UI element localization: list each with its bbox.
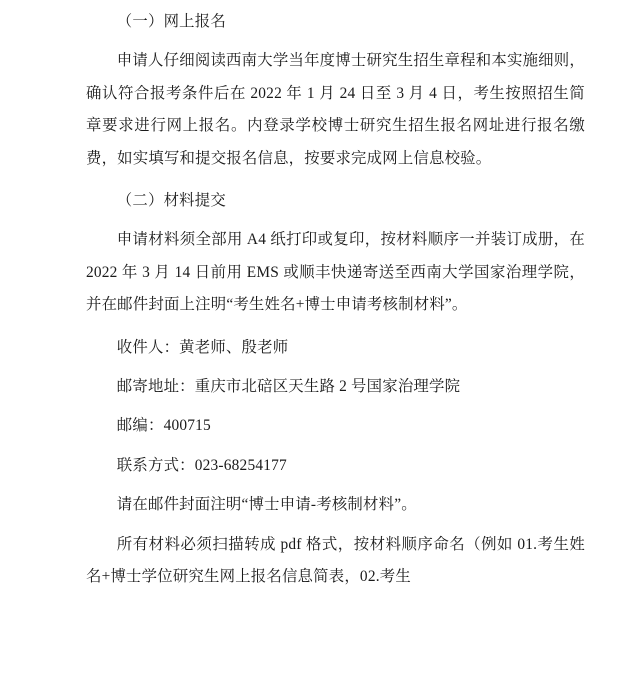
section-heading-material-submission: （二）材料提交 <box>116 192 226 210</box>
section-heading-online-registration: （一）网上报名 <box>116 13 226 30</box>
paragraph-scan-requirements: 所有材料必须扫描转成 pdf 格式，按材料顺序命名（例如 01.考生姓名+博士学位研究生网上报名信息简表，02.考生 <box>86 535 585 586</box>
spacer <box>86 175 585 185</box>
paragraph-postal-code: 邮编：400715 <box>116 417 211 435</box>
spacer <box>86 38 585 45</box>
spacer <box>86 322 585 332</box>
spacer <box>86 522 585 529</box>
paragraph-online-registration: 申请人仔细阅读西南大学当年度博士研究生招生章程和本实施细则，确认符合报考条件后在 2022 年 1 月 24 日至 3 月 4 日，考生按照招生简章要求进行网上报名。内登录学校博士研究生招生报名网址进行报名缴费，如实填写和提交报名信息，按要求完成网上信息校验。 <box>86 52 585 167</box>
spacer <box>86 403 585 410</box>
paragraph-envelope-note: 请在邮件封面注明“博士申请-考核制材料”。 <box>116 496 417 514</box>
spacer <box>86 364 585 371</box>
spacer <box>86 443 585 450</box>
paragraph-contact-phone: 联系方式：023-68254177 <box>116 456 287 474</box>
paragraph-recipient: 收件人：黄老师、殷老师 <box>116 338 289 356</box>
spacer <box>86 482 585 489</box>
spacer <box>86 217 585 224</box>
paragraph-mailing-address: 邮寄地址：重庆市北碚区天生路 2 号国家治理学院 <box>116 378 461 396</box>
paragraph-material-submission: 申请材料须全部用 A4 纸打印或复印，按材料顺序一并装订成册，在 2022 年 3 月 14 日前用 EMS 或顺丰快递寄送至西南大学国家治理学院，并在邮件封面上注明“考生姓名+博士申请考核制材料”。 <box>86 231 585 314</box>
